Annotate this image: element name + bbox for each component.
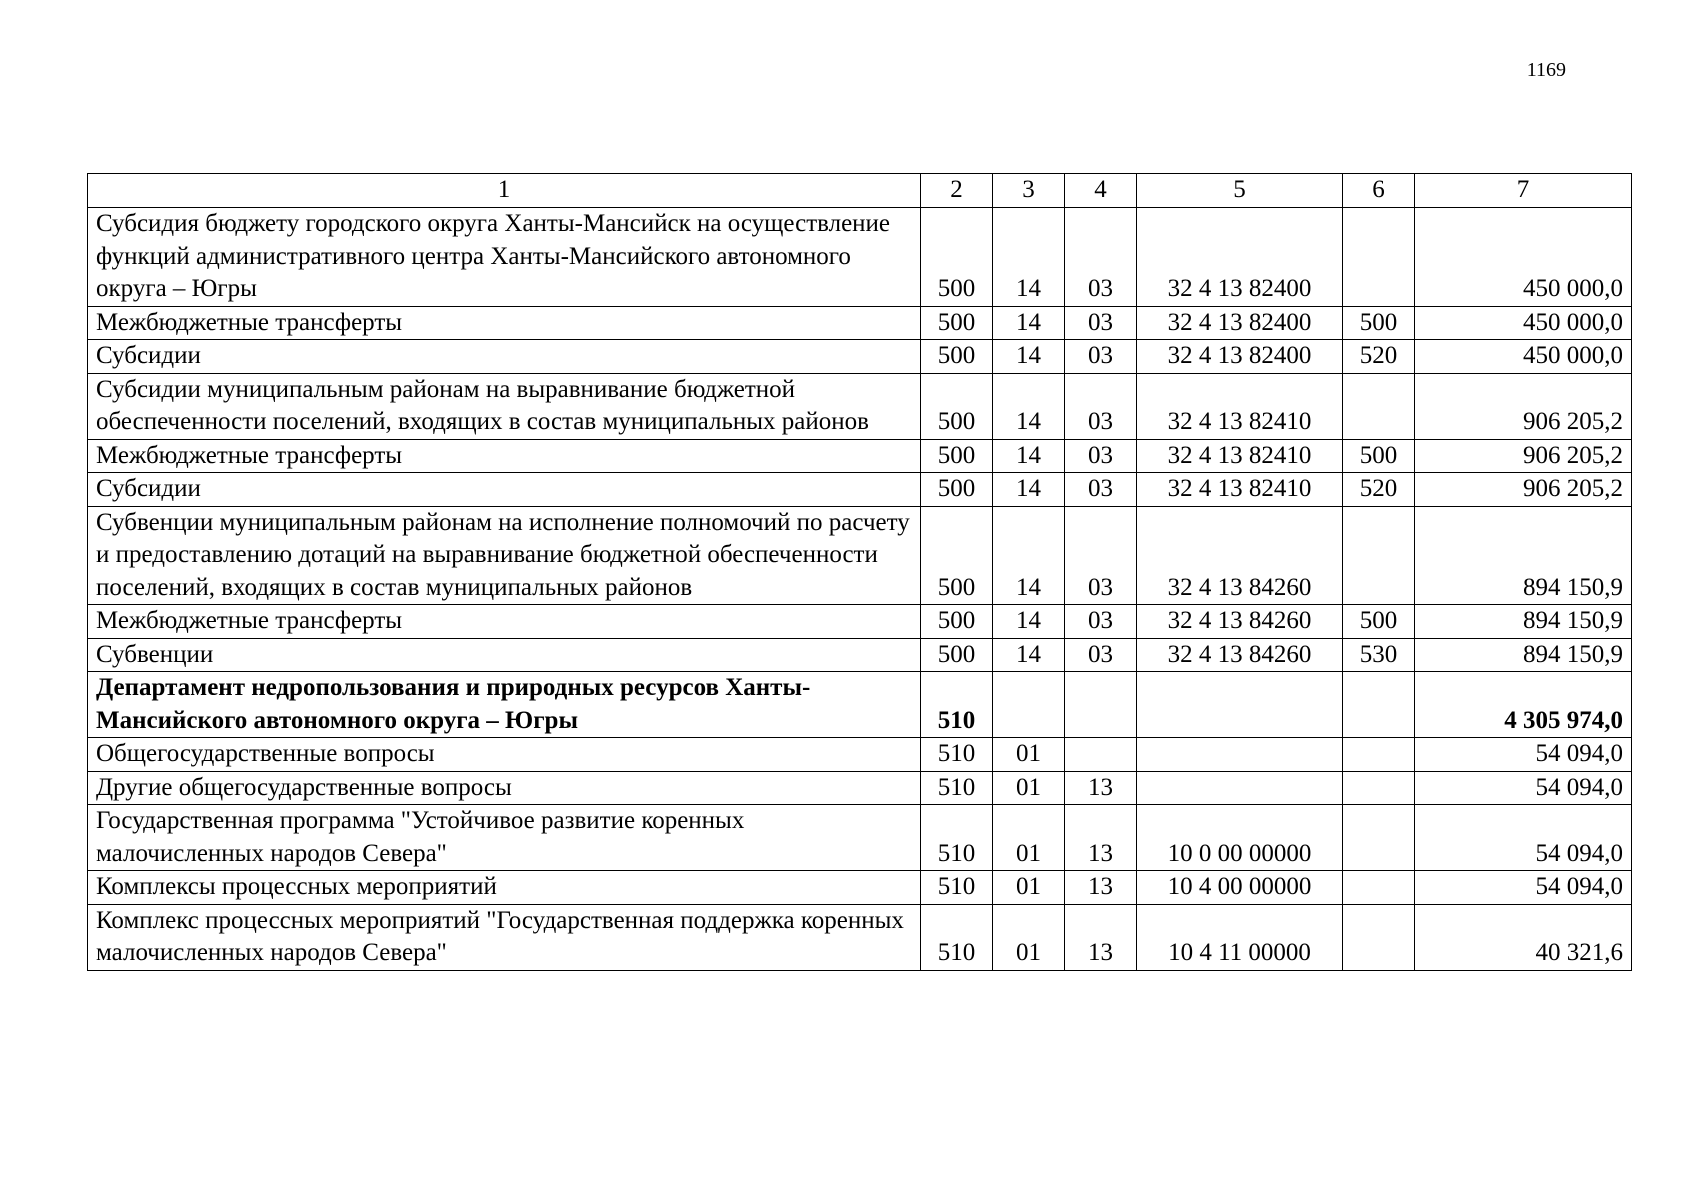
page-number: 1169 xyxy=(1526,59,1566,81)
cell-section: 01 xyxy=(993,805,1065,871)
budget-table xyxy=(87,173,1632,971)
header-row xyxy=(88,174,1632,208)
cell-chapter: 510 xyxy=(921,871,993,905)
cell-subsection: 03 xyxy=(1065,340,1137,374)
cell-section: 14 xyxy=(993,306,1065,340)
cell-amount: 54 094,0 xyxy=(1415,805,1632,871)
cell-target-code xyxy=(1137,771,1343,805)
cell-subsection: 13 xyxy=(1065,805,1137,871)
cell-section: 01 xyxy=(993,738,1065,772)
cell-expense-type: 520 xyxy=(1343,473,1415,507)
cell-expense-type: 520 xyxy=(1343,340,1415,374)
cell-amount: 54 094,0 xyxy=(1415,871,1632,905)
cell-name: Государственная программа "Устойчивое развитие коренных малочисленных народов Севера" xyxy=(88,805,921,871)
cell-amount: 894 150,9 xyxy=(1415,638,1632,672)
cell-name: Субсидии xyxy=(88,473,921,507)
cell-chapter: 500 xyxy=(921,638,993,672)
header-cell-5: 5 xyxy=(1137,174,1343,208)
cell-name: Межбюджетные трансферты xyxy=(88,605,921,639)
cell-section: 14 xyxy=(993,208,1065,307)
table-row xyxy=(88,373,1632,439)
cell-expense-type xyxy=(1343,771,1415,805)
table-body xyxy=(88,174,1632,971)
cell-amount: 4 305 974,0 xyxy=(1415,672,1632,738)
cell-target-code: 32 4 13 82400 xyxy=(1137,208,1343,307)
cell-subsection: 03 xyxy=(1065,605,1137,639)
cell-chapter: 500 xyxy=(921,605,993,639)
cell-amount: 906 205,2 xyxy=(1415,439,1632,473)
cell-section: 01 xyxy=(993,871,1065,905)
cell-subsection: 03 xyxy=(1065,506,1137,605)
table-row xyxy=(88,738,1632,772)
table-row xyxy=(88,506,1632,605)
cell-subsection: 13 xyxy=(1065,871,1137,905)
cell-name: Субвенции муниципальным районам на исполнение полномочий по расчету и предоставлению дотаций на выравнивание бюджетной обеспеченности поселений, входящих в состав муниципальных районов xyxy=(88,506,921,605)
cell-chapter: 500 xyxy=(921,439,993,473)
cell-expense-type xyxy=(1343,373,1415,439)
cell-expense-type xyxy=(1343,805,1415,871)
table-row xyxy=(88,605,1632,639)
cell-expense-type xyxy=(1343,738,1415,772)
table-row xyxy=(88,208,1632,307)
cell-section: 01 xyxy=(993,904,1065,970)
cell-target-code: 32 4 13 82400 xyxy=(1137,340,1343,374)
header-cell-7: 7 xyxy=(1415,174,1632,208)
header-cell-6: 6 xyxy=(1343,174,1415,208)
cell-chapter: 500 xyxy=(921,506,993,605)
cell-section: 01 xyxy=(993,771,1065,805)
cell-subsection: 13 xyxy=(1065,771,1137,805)
cell-expense-type xyxy=(1343,871,1415,905)
cell-amount: 906 205,2 xyxy=(1415,373,1632,439)
cell-amount: 54 094,0 xyxy=(1415,771,1632,805)
cell-subsection: 03 xyxy=(1065,638,1137,672)
cell-section: 14 xyxy=(993,605,1065,639)
cell-target-code xyxy=(1137,672,1343,738)
cell-subsection xyxy=(1065,738,1137,772)
cell-target-code: 10 0 00 00000 xyxy=(1137,805,1343,871)
cell-expense-type: 530 xyxy=(1343,638,1415,672)
cell-chapter: 500 xyxy=(921,208,993,307)
table-row xyxy=(88,340,1632,374)
table-row xyxy=(88,473,1632,507)
cell-subsection: 03 xyxy=(1065,439,1137,473)
cell-target-code: 32 4 13 84260 xyxy=(1137,605,1343,639)
header-cell-3: 3 xyxy=(993,174,1065,208)
cell-section: 14 xyxy=(993,638,1065,672)
cell-amount: 894 150,9 xyxy=(1415,506,1632,605)
cell-chapter: 500 xyxy=(921,306,993,340)
cell-name: Субсидия бюджету городского округа Ханты-Мансийск на осуществление функций административного центра Ханты-Мансийского автономного округа – Югры xyxy=(88,208,921,307)
cell-subsection: 03 xyxy=(1065,473,1137,507)
cell-target-code: 32 4 13 82410 xyxy=(1137,373,1343,439)
table-row xyxy=(88,771,1632,805)
cell-subsection: 03 xyxy=(1065,208,1137,307)
cell-target-code: 32 4 13 82410 xyxy=(1137,473,1343,507)
header-cell-1: 1 xyxy=(88,174,921,208)
cell-subsection: 13 xyxy=(1065,904,1137,970)
cell-expense-type: 500 xyxy=(1343,306,1415,340)
cell-target-code: 10 4 11 00000 xyxy=(1137,904,1343,970)
cell-chapter: 510 xyxy=(921,771,993,805)
header-cell-4: 4 xyxy=(1065,174,1137,208)
cell-section xyxy=(993,672,1065,738)
cell-section: 14 xyxy=(993,473,1065,507)
table-row xyxy=(88,439,1632,473)
cell-name: Комплекс процессных мероприятий "Государственная поддержка коренных малочисленных народов Севера" xyxy=(88,904,921,970)
table-row xyxy=(88,638,1632,672)
cell-chapter: 510 xyxy=(921,904,993,970)
cell-name: Комплексы процессных мероприятий xyxy=(88,871,921,905)
table-row xyxy=(88,805,1632,871)
cell-expense-type xyxy=(1343,506,1415,605)
table-row xyxy=(88,306,1632,340)
cell-section: 14 xyxy=(993,439,1065,473)
cell-chapter: 510 xyxy=(921,672,993,738)
cell-chapter: 510 xyxy=(921,805,993,871)
cell-amount: 450 000,0 xyxy=(1415,306,1632,340)
cell-target-code: 32 4 13 84260 xyxy=(1137,506,1343,605)
cell-expense-type: 500 xyxy=(1343,439,1415,473)
cell-name: Субсидии муниципальным районам на выравнивание бюджетной обеспеченности поселений, входящих в состав муниципальных районов xyxy=(88,373,921,439)
header-cell-2: 2 xyxy=(921,174,993,208)
cell-target-code: 32 4 13 82400 xyxy=(1137,306,1343,340)
table-row xyxy=(88,672,1632,738)
cell-chapter: 500 xyxy=(921,373,993,439)
cell-section: 14 xyxy=(993,373,1065,439)
cell-name: Межбюджетные трансферты xyxy=(88,439,921,473)
cell-expense-type xyxy=(1343,672,1415,738)
cell-expense-type: 500 xyxy=(1343,605,1415,639)
cell-subsection: 03 xyxy=(1065,306,1137,340)
cell-chapter: 500 xyxy=(921,473,993,507)
cell-expense-type xyxy=(1343,904,1415,970)
cell-name: Департамент недропользования и природных ресурсов Ханты-Мансийского автономного округа – Югры xyxy=(88,672,921,738)
cell-name: Общегосударственные вопросы xyxy=(88,738,921,772)
cell-amount: 54 094,0 xyxy=(1415,738,1632,772)
cell-section: 14 xyxy=(993,340,1065,374)
cell-target-code: 32 4 13 82410 xyxy=(1137,439,1343,473)
cell-target-code: 32 4 13 84260 xyxy=(1137,638,1343,672)
cell-target-code: 10 4 00 00000 xyxy=(1137,871,1343,905)
cell-name: Субсидии xyxy=(88,340,921,374)
cell-name: Другие общегосударственные вопросы xyxy=(88,771,921,805)
cell-expense-type xyxy=(1343,208,1415,307)
cell-amount: 450 000,0 xyxy=(1415,340,1632,374)
cell-chapter: 510 xyxy=(921,738,993,772)
table-row xyxy=(88,904,1632,970)
cell-subsection: 03 xyxy=(1065,373,1137,439)
cell-amount: 894 150,9 xyxy=(1415,605,1632,639)
cell-target-code xyxy=(1137,738,1343,772)
cell-chapter: 500 xyxy=(921,340,993,374)
cell-amount: 450 000,0 xyxy=(1415,208,1632,307)
cell-name: Субвенции xyxy=(88,638,921,672)
cell-amount: 906 205,2 xyxy=(1415,473,1632,507)
cell-amount: 40 321,6 xyxy=(1415,904,1632,970)
cell-section: 14 xyxy=(993,506,1065,605)
cell-subsection xyxy=(1065,672,1137,738)
table-row xyxy=(88,871,1632,905)
cell-name: Межбюджетные трансферты xyxy=(88,306,921,340)
